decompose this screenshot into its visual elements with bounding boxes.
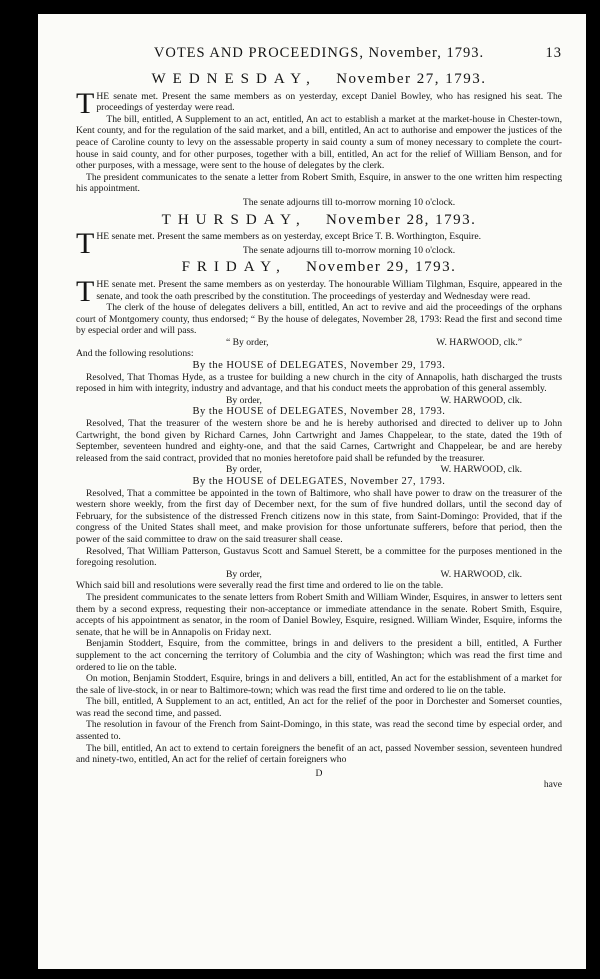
paragraph: The resolution in favour of the French from Saint-Domingo, in this state, was read the second time by especial order, and assented to. [76, 719, 562, 743]
paragraph: The bill, entitled, An act to extend to certain foreigners the benefit of an act, passed November session, seventeen hundred and ninety-two, entitled, An act for the relief of certain foreigners who [76, 742, 562, 766]
day-heading-wednesday [76, 71, 562, 87]
paragraph: The president communicates to the senate letters from Robert Smith and William Winder, Esquires, in answer to letters sent them by a second express, requesting their non-acceptance or immediate attendance in the senate. Robert Smith, Esquire, accepts of his appointment as senator, in the room of Daniel Bowley, Esquire, resigned. William Winder, Esquire, informs the senate, that he will be in Annapolis on Friday next. [76, 591, 562, 638]
paragraph: THE senate met. Present the same members as on yesterday, except Brice T. B. Worthington, Esquire. [76, 227, 481, 261]
day-name: WEDNESDAY, [151, 71, 317, 87]
paragraph: The bill, entitled, A Supplement to an act, entitled, An act for the relief of the poor in Dorchester and Somerset counties, was read the second time, and passed. [76, 696, 562, 719]
clerk-signature: W. HARWOOD, clk.” [436, 336, 522, 348]
by-order-line [76, 337, 562, 349]
clerk-signature: W. HARWOOD, clk. [440, 568, 522, 580]
by-order-label: “ By order, [226, 336, 269, 348]
resolution-heading: By the HOUSE of DELEGATES, November 27, 1793. [192, 476, 446, 487]
paragraph: Which said bill and resolutions were severally read the first time and ordered to lie on the table. [76, 580, 444, 592]
section-thursday [76, 211, 562, 261]
paragraph: Benjamin Stoddert, Esquire, from the committee, brings in and delivers to the president a bill, entitled, A Further supplement to the act concerning the territory of Columbia and the city of Washington; which was read the first time and ordered to lie on the table. [76, 638, 562, 673]
day-name: THURSDAY, [161, 211, 307, 228]
resolution-heading: By the HOUSE of DELEGATES, November 29, 1793. [192, 360, 446, 372]
adjourn-line: The senate adjourns till to-morrow morning 10 o'clock. [242, 196, 456, 208]
paragraph: THE senate met. Present the same members as on yesterday. The honourable William Tilghman, Esquire, appeared in the senate, and took the oath prescribed by the constitution. The proceedings of yesterday and Wednesday were read. [76, 274, 562, 308]
day-heading-friday [76, 259, 562, 276]
day-date: November 28, 1793. [326, 211, 477, 228]
by-order-line [76, 395, 562, 407]
section-friday [76, 259, 562, 791]
page-number: 13 [545, 45, 562, 61]
running-head [76, 45, 562, 68]
by-order-line [76, 464, 562, 476]
page-title: VOTES AND PROCEEDINGS, November, 1793. [153, 45, 485, 61]
section-wednesday [76, 71, 562, 209]
paragraph: The bill, entitled, A Supplement to an act, entitled, An act to establish a market at the market-house in Chester-town, Kent county, and for the regulation of the said market, and a bill, entitled, An act to authorise and empower the justices of the peace of Caroline county to levy on the assessable property in said county a sum of money necessary to complete the court-house in said county, and for other purposes, together with a bill, entitled, An act for the relief of William Benson, and for other purposes, with a message, were sent to the house of delegates by the clerk. [76, 113, 562, 172]
by-order-line [76, 569, 562, 581]
day-heading-thursday [76, 211, 562, 228]
paragraph: The president communicates to the senate a letter from Robert Smith, Esquire, in answer to the one written him respecting his appointment. [76, 171, 562, 195]
day-name: FRIDAY, [181, 259, 287, 276]
paragraph: The clerk of the house of delegates delivers a bill, entitled, An act to revive and aid the proceedings of the orphans court of Montgomery county, thus endorsed; “ By the house of delegates, November 28, 1793: Read the first and second time by especial order and will pass. [76, 302, 562, 337]
resolution-text: Resolved, That the treasurer of the western shore be and he is hereby authorised and directed to deliver up to John Cartwright, the bond given by Richard Carnes, John Cartwright and James Chappelear, to the state, dated the 19th of September, seventeen hundred and eighty-one, and that the said Carnes, Cartwright and Chappelear, be and are hereby released from the said contract, provided that no monies heretofore paid shall be refunded by the treasurer. [76, 418, 562, 464]
paragraph: THE senate met. Present the same members as on yesterday, except Daniel Bowley, who has resigned his seat. The proceedings of yesterday were read. [76, 86, 562, 120]
adjourn-line: The senate adjourns till to-morrow morning 10 o'clock. [242, 244, 456, 256]
day-date: November 27, 1793. [336, 71, 487, 87]
signature-mark: D [315, 767, 323, 779]
by-order-label: By order, [226, 464, 262, 476]
resolution-text: Resolved, That William Patterson, Gustavus Scott and Samuel Sterett, be a committee for the purposes mentioned in the foregoing resolution. [76, 545, 562, 569]
by-order-label: By order, [226, 568, 262, 580]
resolution-heading: By the HOUSE of DELEGATES, November 28, 1793. [192, 406, 446, 418]
resolution-text: Resolved, That Thomas Hyde, as a trustee for building a new church in the city of Annapolis, hath discharged the trusts reposed in him with integrity, industry and advantage, and that his conduct meets the approbation of this general assembly. [76, 371, 562, 395]
by-order-label: By order, [226, 394, 262, 406]
clerk-signature: W. HARWOOD, clk. [440, 394, 522, 406]
resolution-text: Resolved, That a committee be appointed in the town of Baltimore, who shall have power to draw on the treasurer of the western shore weekly, from the first day of December next, for the sum of five hundred dollars, until the second day of February, for the subsistence of the distressed French citizens now in this state, from Saint-Domingo: Provided, that if the congress of the United States shall meet, and make provision for those unfortunate sufferers, before that period, then the power of the said committee to draw on the said treasurer shall cease. [76, 487, 562, 545]
day-date: November 29, 1793. [306, 259, 457, 276]
clerk-signature: W. HARWOOD, clk. [440, 464, 522, 476]
paragraph: And the following resolutions: [76, 348, 194, 360]
paragraph: On motion, Benjamin Stoddert, Esquire, brings in and delivers a bill, entitled, An act for the establishment of a market for the sale of live-stock, in or near to Baltimore-town; which was read the first time and ordered to lie on the table. [76, 673, 562, 696]
document-page [38, 14, 586, 969]
catchword: have [543, 779, 562, 791]
